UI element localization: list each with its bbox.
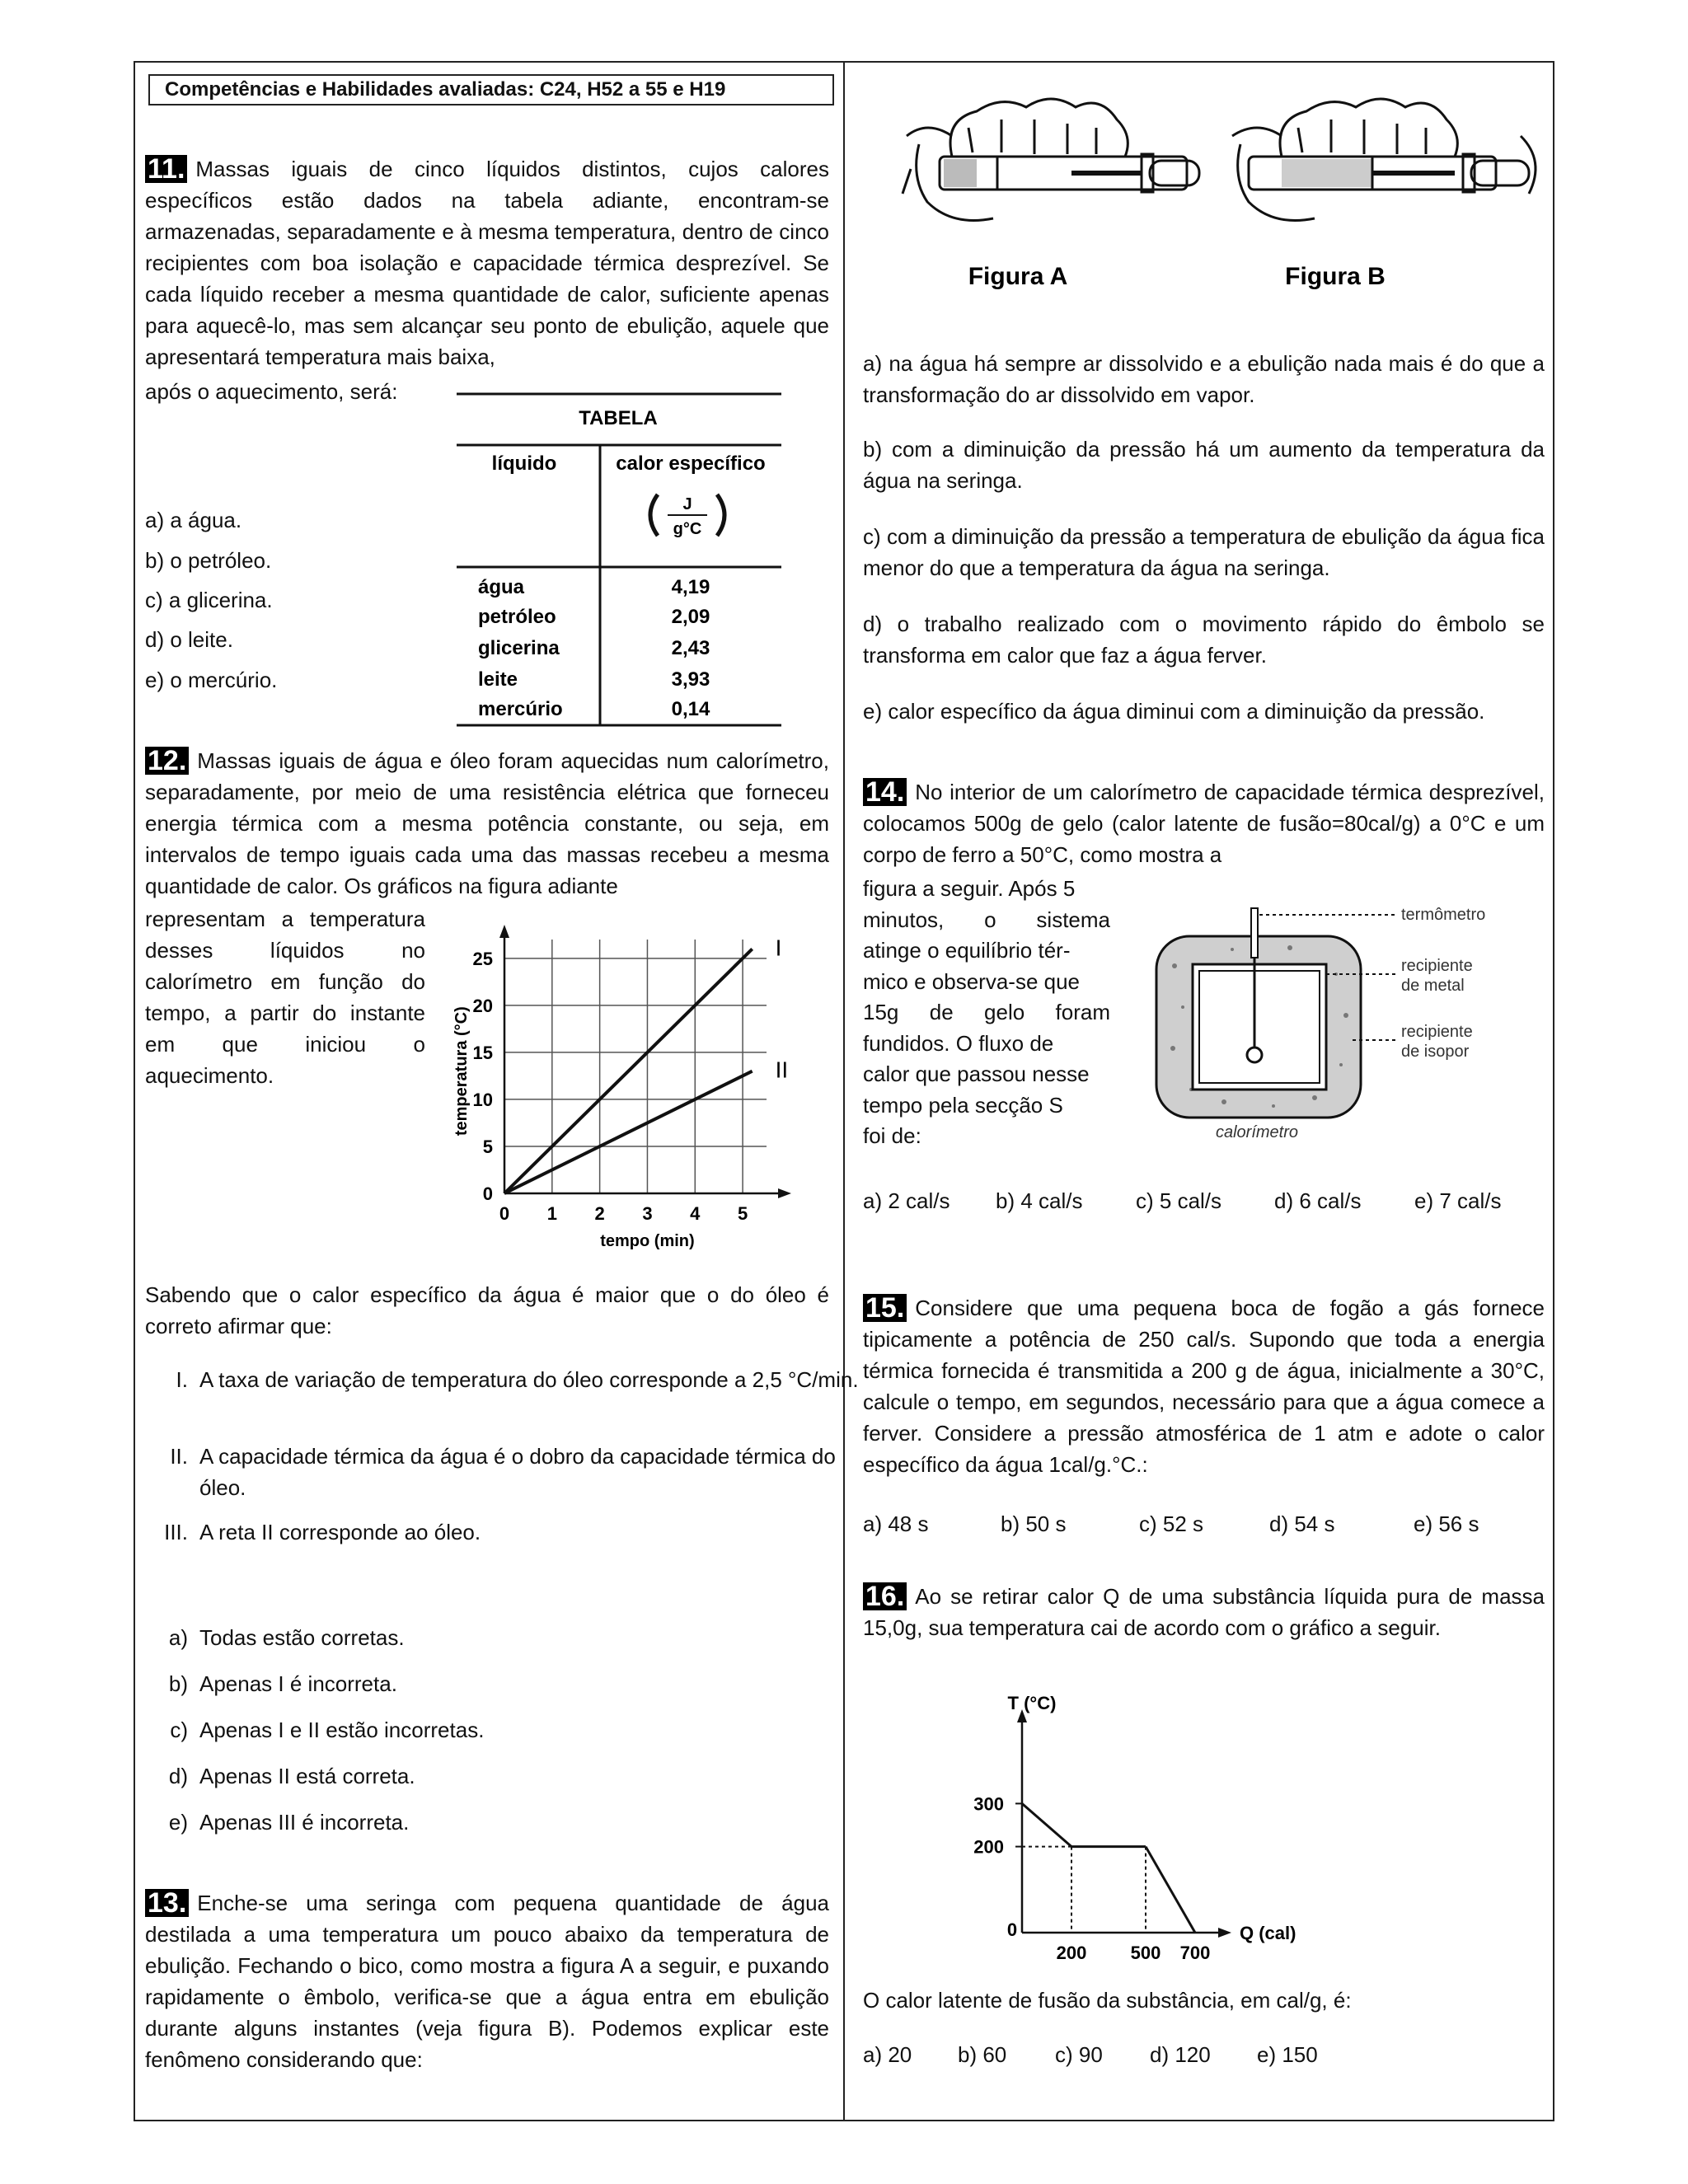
q14-option-a[interactable]: a) 2 cal/s — [863, 1188, 950, 1213]
label-metal-2: de metal — [1401, 977, 1465, 995]
y-axis-title: T (°C) — [1007, 1693, 1057, 1713]
q12-option-a[interactable]: a) Todas estão corretas. — [168, 1625, 405, 1650]
series-line-I — [504, 949, 753, 1193]
x-tick-label: 0 — [1006, 1919, 1018, 1940]
table-row-value: 0,14 — [671, 698, 710, 720]
table-row-value: 4,19 — [671, 576, 710, 598]
competencias-header: Competências e Habilidades avaliadas: C24, H52 a 55 e H19 — [148, 74, 834, 105]
q14-option-b[interactable]: b) 4 cal/s — [996, 1188, 1083, 1213]
q15-number: 15. — [863, 1294, 907, 1322]
svg-text:J: J — [682, 495, 692, 513]
label-termometro: termômetro — [1401, 906, 1486, 924]
q14-stem-side: figura a seguir. Após 5 minutos, o sistema atinge o equilíbrio tér- mico e observa-se que 15g de gelo foram fundidos. O fluxo de calor que passou nesse tempo pela secção S foi de: — [863, 876, 1110, 1148]
q13-number: 13. — [145, 1889, 189, 1917]
q13-option-c[interactable]: c) com a diminuição da pressão a temperatura de ebulição da água fica menor do que a temperatura da água na seringa. — [863, 524, 1545, 580]
y-axis-arrow — [499, 925, 509, 938]
x-tick-label: 700 — [1179, 1943, 1211, 1963]
q11-option-d[interactable]: d) o leite. — [145, 627, 233, 652]
q12-option-c[interactable]: c) Apenas I e II estão incorretas. — [170, 1718, 485, 1742]
table-unit — [650, 494, 724, 538]
q12-number: 12. — [145, 747, 189, 775]
q16-option-e[interactable]: e) 150 — [1257, 2042, 1318, 2067]
x-tick-label: 200 — [1056, 1943, 1087, 1963]
q15-option-a[interactable]: a) 48 s — [863, 1511, 929, 1536]
x-tick-label: 5 — [737, 1203, 748, 1224]
q12-option-e[interactable]: e) Apenas III é incorreta. — [168, 1810, 410, 1835]
label-isopor-1: recipiente — [1401, 1023, 1473, 1041]
q16-stem: 16. Ao se retirar calor Q de uma substância líquida pura de massa 15,0g, sua temperatura cai de acordo com o gráfico a seguir. — [863, 1581, 1545, 1640]
x-tick-label: 4 — [690, 1203, 701, 1224]
q14-option-e[interactable]: e) 7 cal/s — [1414, 1188, 1502, 1213]
q15-option-c[interactable]: c) 52 s — [1139, 1511, 1204, 1536]
x-tick-label: 2 — [594, 1203, 605, 1224]
q14-calorimeter-figure — [1150, 900, 1545, 1139]
q11-stem: 11. Massas iguais de cinco líquidos distintos, cujos calores específicos estão dados na tabela adiante, encontram-se armazenadas, separadamente e à mesma temperatura, dentro de cinco recipientes com boa isolação e capacidade térmica desprezível. Se cada líquido receber a mesma quantidade de calor, suficiente apenas para aquecê-lo, mas sem alcançar seu ponto de ebulição, aquele que apresentará temperatura mais baixa, — [145, 153, 829, 369]
table-row-liquid: mercúrio — [478, 698, 563, 720]
y-tick-label: 10 — [472, 1089, 493, 1110]
q12-intro: Sabendo que o calor específico da água é maior que o do óleo é correto afirmar que: — [145, 1282, 829, 1338]
q11-stem-tail: após o aquecimento, será: — [145, 379, 398, 404]
q12-stem-side: representam a temperatura desses líquidos no calorímetro em função do tempo, a partir do instante em que iniciou o aquecimento. — [145, 907, 425, 1088]
q16-option-b[interactable]: b) 60 — [958, 2042, 1007, 2067]
y-tick-label: 200 — [973, 1836, 1004, 1858]
label-calorimetro: calorímetro — [1215, 1123, 1299, 1141]
q11-specific-heat-table — [445, 387, 791, 733]
y-tick-label: 20 — [472, 995, 493, 1016]
table-row-liquid: petróleo — [478, 606, 556, 628]
q11-option-a[interactable]: a) a água. — [145, 508, 242, 532]
syringe-figure-b — [1232, 99, 1536, 221]
q16-option-a[interactable]: a) 20 — [863, 2042, 912, 2067]
q13-syringe-figures — [894, 87, 1554, 301]
x-axis-title: Q (cal) — [1240, 1923, 1296, 1943]
table-row-value: 2,43 — [671, 637, 710, 659]
table-row-liquid: leite — [478, 668, 518, 691]
q14-number: 14. — [863, 778, 907, 806]
q12-stem: 12. Massas iguais de água e óleo foram aquecidas num calorímetro, separadamente, por meio de uma resistência elétrica que forneceu energia térmica com a mesma potência constante, ou seja, em intervalos de tempo iguais cada uma das massas recebeu a mesma quantidade de calor. Os gráficos na figura adiante — [145, 745, 829, 898]
q16-option-d[interactable]: d) 120 — [1150, 2042, 1211, 2067]
x-tick-label: 3 — [642, 1203, 653, 1224]
x-axis-arrow — [778, 1188, 791, 1198]
table-col-liquido: líquido — [491, 452, 557, 475]
q13-option-d[interactable]: d) o trabalho realizado com o movimento rápido do êmbolo se transforma em calor que faz a água ferver. — [863, 612, 1545, 668]
q15-option-d[interactable]: d) 54 s — [1269, 1511, 1335, 1536]
table-row-value: 2,09 — [671, 606, 710, 628]
q12-option-d[interactable]: d) Apenas II está correta. — [168, 1764, 415, 1788]
q12-statement-ii: II. A capacidade térmica da água é o dobro da capacidade térmica do óleo. — [170, 1444, 836, 1500]
x-tick-label: 500 — [1130, 1943, 1161, 1963]
q11-number: 11. — [145, 155, 187, 183]
syringe-figure-a — [903, 99, 1199, 221]
q13-option-e[interactable]: e) calor específico da água diminui com a diminuição da pressão. — [863, 699, 1485, 724]
q14-option-d[interactable]: d) 6 cal/s — [1274, 1188, 1362, 1213]
table-row-value: 3,93 — [671, 668, 710, 691]
label-isopor-2: de isopor — [1401, 1043, 1470, 1061]
table-row-liquid: glicerina — [478, 637, 560, 659]
q13-option-a[interactable]: a) na água há sempre ar dissolvido e a ebulição nada mais é do que a transformação do ar dissolvido em vapor. — [863, 351, 1545, 407]
y-axis-title: temperatura (°C) — [452, 1006, 471, 1137]
series-segment — [1022, 1803, 1071, 1846]
series-label-I: I — [775, 935, 782, 961]
q16-option-c[interactable]: c) 90 — [1055, 2042, 1103, 2067]
series-line-II — [504, 1071, 753, 1193]
q16-temperature-heat-chart — [940, 1690, 1484, 1970]
q12-temperature-chart — [452, 913, 834, 1251]
figura-b-label: Figura B — [1285, 263, 1386, 290]
q11-option-e[interactable]: e) o mercúrio. — [145, 668, 278, 692]
x-axis-arrow — [1218, 1928, 1231, 1938]
x-tick-label: 0 — [499, 1203, 510, 1224]
column-divider — [843, 61, 845, 2121]
x-tick-label: 1 — [546, 1203, 557, 1224]
q14-option-c[interactable]: c) 5 cal/s — [1136, 1188, 1222, 1213]
q11-option-c[interactable]: c) a glicerina. — [145, 588, 273, 612]
q15-option-b[interactable]: b) 50 s — [1001, 1511, 1067, 1536]
table-col-calor: calor específico — [616, 452, 766, 475]
series-segment — [1146, 1847, 1195, 1933]
q15-stem: 15. Considere que uma pequena boca de fogão a gás fornece tipicamente a potência de 250 cal/s. Supondo que toda a energia térmica fornecida é transmitida a 200 g de água, inicialmente a 30°C, calcule o tempo, em segundos, necessário para que a água comece a ferver. Considere a pressão atmosférica de 1 atm e adote o calor específico da água 1cal/g.°C.: — [863, 1292, 1545, 1477]
label-metal-1: recipiente — [1401, 957, 1473, 975]
q14-stem: 14. No interior de um calorímetro de capacidade térmica desprezível, colocamos 500g de gelo (calor latente de fusão=80cal/g) a 0°C e um corpo de ferro a 50°C, como mostra a — [863, 776, 1545, 867]
q12-statement-i: I. A taxa de variação de temperatura do óleo corresponde a 2,5 °C/min. — [176, 1367, 859, 1392]
y-tick-label: 25 — [472, 948, 493, 969]
table-row-liquid: água — [478, 576, 525, 598]
y-tick-label: 5 — [482, 1136, 493, 1157]
q13-option-b[interactable]: b) com a diminuição da pressão há um aumento da temperatura da água na seringa. — [863, 437, 1545, 493]
svg-text:g°C: g°C — [673, 520, 702, 538]
q16-question: O calor latente de fusão da substância, em cal/g, é: — [863, 1988, 1352, 2013]
q15-option-e[interactable]: e) 56 s — [1414, 1511, 1479, 1536]
q12-option-b[interactable]: b) Apenas I é incorreta. — [168, 1671, 397, 1696]
q11-option-b[interactable]: b) o petróleo. — [145, 548, 272, 573]
figura-a-label: Figura A — [968, 263, 1068, 290]
x-axis-title: tempo (min) — [600, 1232, 695, 1250]
q16-number: 16. — [863, 1582, 907, 1610]
series-label-II: II — [775, 1057, 789, 1083]
y-tick-label: 15 — [472, 1042, 493, 1063]
q12-statement-iii: III. A reta II corresponde ao óleo. — [164, 1520, 481, 1544]
y-tick-label: 0 — [482, 1183, 493, 1204]
q13-stem: 13. Enche-se uma seringa com pequena quantidade de água destilada a uma temperatura um pouco abaixo da temperatura de ebulição. Fechando o bico, como mostra a figura A a seguir, e puxando rapidamente o êmbolo, verifica-se que a água entra em ebulição durante alguns instantes (veja figura B). Podemos explicar este fenômeno considerando que: — [145, 1887, 829, 2072]
table-title: TABELA — [579, 407, 658, 429]
y-tick-label: 300 — [973, 1793, 1004, 1815]
